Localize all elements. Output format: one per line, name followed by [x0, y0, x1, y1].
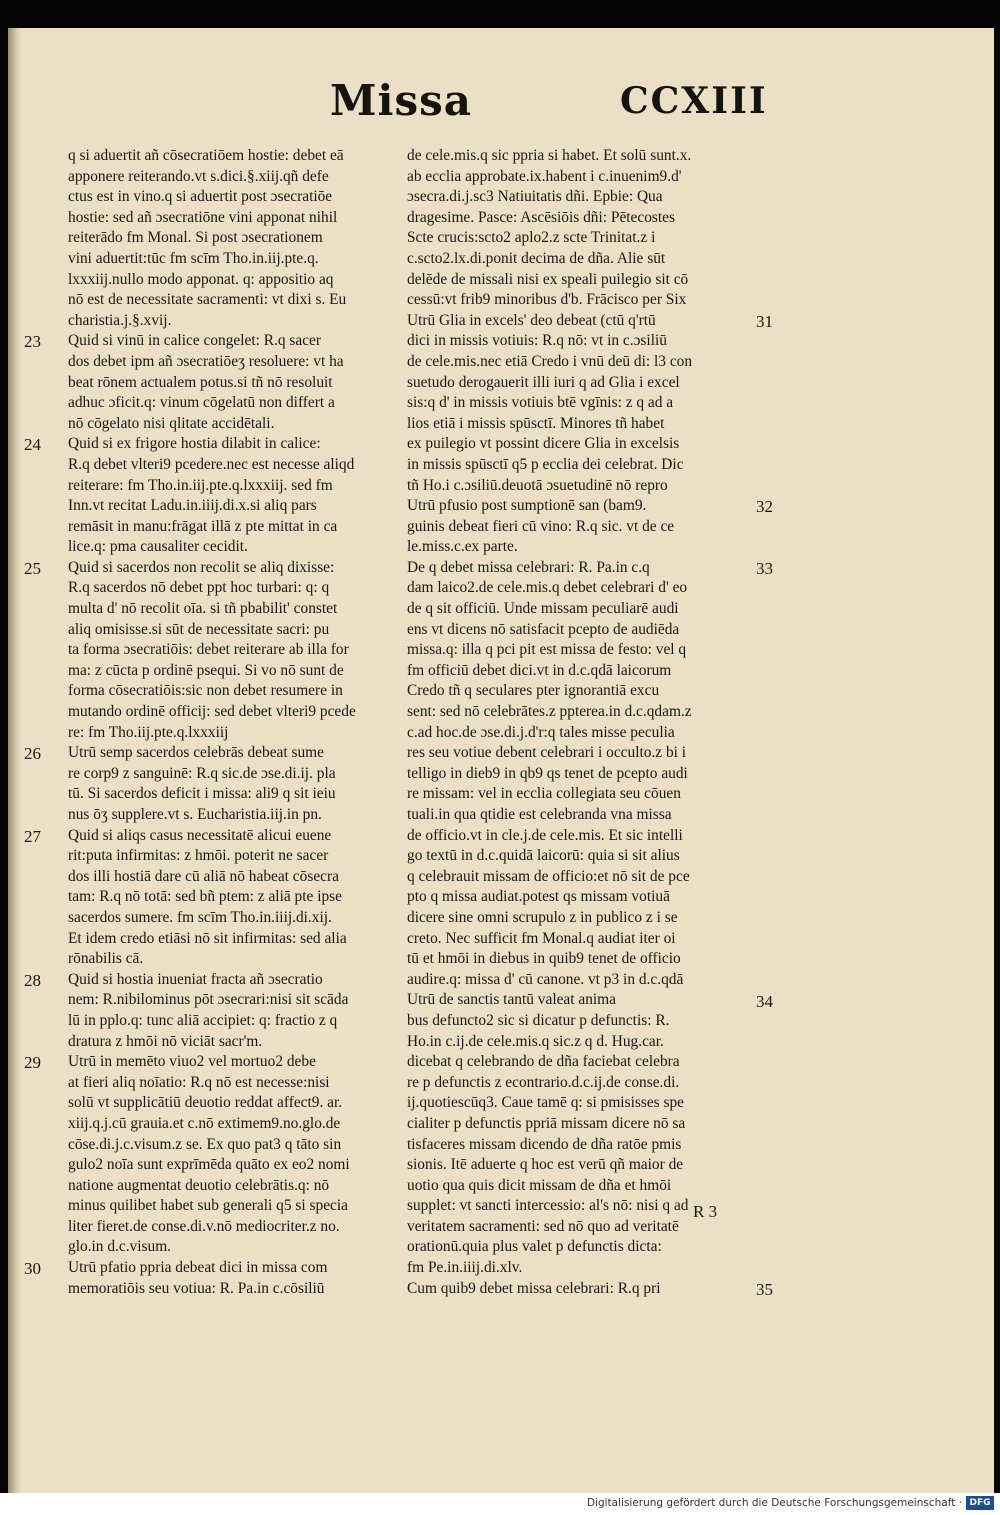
text-line: re missam: vel in ecclia collegiata seu cōuen: [407, 785, 681, 803]
text-line: Inn.vt recitat Ladu.in.iiij.di.x.si aliq pars: [68, 497, 317, 515]
text-line: dam laico2.de cele.mis.q debet celebrari d' eo: [407, 579, 688, 597]
text-line: go textū in d.c.quidā laicorū: quia si sit alius: [407, 847, 680, 865]
text-line: rōnabilis cā.: [68, 950, 144, 968]
text-line: tuali.in qua qtidie est celebranda vna missa: [407, 806, 672, 823]
left-text-column: [68, 146, 404, 1299]
text-line: Credo tñ q seculares pter ignorantiā excu: [407, 682, 660, 700]
text-line: cōse.di.j.c.visum.z se. Ex quo pat3 q tāto sin: [68, 1135, 342, 1153]
text-line: audire.q: missa d' cū canone. vt p3 in d.c.qdā: [407, 970, 684, 988]
text-line: fm officiū debet dici.vt in d.c.qdā laicorum: [407, 661, 672, 679]
margin-number: 34: [756, 991, 773, 1011]
page-binding-shadow: [8, 28, 22, 1494]
text-line: adhuc ɔficit.q: vinum cōgelatū non differt a: [68, 394, 335, 412]
text-line: De q debet missa celebrari: R. Pa.in c.q: [407, 558, 650, 576]
text-line: dici in missis votiuis: R.q nō: vt in c.ɔsiliū: [407, 332, 667, 350]
margin-number: 29: [24, 1053, 41, 1073]
text-line: vini aduertit:tūc fm scīm Tho.in.iij.pte.q.: [68, 249, 319, 267]
text-line: creto. Nec sufficit fm Monal.q audiat iter oi: [407, 929, 676, 947]
text-line: Utrū Glia in excels' deo debeat (ctū q'rtū: [407, 311, 656, 329]
text-line: memoratiōis seu votiua: R. Pa.in c.cōsiliū: [68, 1279, 325, 1297]
text-line: delēde de missali nisi ex speali puilegio sit cō: [407, 270, 689, 288]
text-line: sionis. Itē aduerte q hoc est verū qñ maior de: [407, 1156, 684, 1174]
text-line: re corp9 z sanguinē: R.q sic.de ɔse.di.ij. pla: [68, 764, 336, 782]
text-line: tisfaceres missam dicendo de dña ratōe pmis: [407, 1135, 682, 1153]
text-line: veritatem sacramenti: sed nō quo ad veritatē: [407, 1217, 679, 1235]
text-line: Cum quib9 debet missa celebrari: R.q pri: [407, 1279, 661, 1297]
text-line: c.ad hoc.de ɔse.di.j.d'r:q tales misse peculia: [407, 723, 675, 741]
text-line: lxxxiij.nullo modo apponat. q: appositio aq: [68, 270, 334, 288]
text-line: ɔsecra.di.j.sc3 Natiuitatis dñi. Epbie: Qua: [407, 188, 663, 206]
margin-number: 35: [756, 1280, 773, 1299]
text-line: Quid si hostia inueniat fracta añ ɔsecratio: [68, 970, 323, 988]
signature-mark: R 3: [693, 1202, 718, 1221]
text-line: charistia.j.§.xvij.: [68, 311, 172, 329]
text-line: nus ōʒ supplere.vt s. Eucharistia.iij.in pn.: [68, 806, 322, 823]
text-line: ens vt dicens nō satisfacit pcepto de audiēda: [407, 620, 680, 638]
text-line: reiterādo fm Monal. Si post ɔsecrationem: [68, 229, 323, 247]
text-line: ab ecclia approbate.ix.habent i c.inuenim9.d': [407, 167, 682, 185]
text-line: nō cōgelato nisi qlitate accidētali.: [68, 414, 275, 432]
text-line: Utrū pfusio post sumptionē san (bam9.: [407, 497, 647, 515]
text-line: res seu votiue debent celebrari i occulto.z bi i: [407, 744, 687, 762]
margin-number: 24: [24, 435, 41, 455]
text-line: ij.quotiescūq3. Caue tamē q: si pmisisses spe: [407, 1094, 685, 1112]
text-line: q si aduertit añ cōsecratiōem hostie: debet eā: [68, 147, 344, 164]
text-line: reiterare: fm Tho.in.iij.pte.q.lxxxiij. sed fm: [68, 476, 333, 494]
text-line: liter fieret.de conse.di.v.nō mediocriter.z no.: [68, 1217, 340, 1235]
text-line: cessū:vt frib9 minoribus d'b. Frācisco per Six: [407, 291, 687, 309]
text-line: ex puilegio vt possint dicere Glia in excelsis: [407, 435, 680, 453]
text-line: de officio.vt in cle.j.de cele.mis. Et sic intelli: [407, 826, 683, 844]
text-line: tū et hmōi in diebus in quib9 tenet de officio: [407, 950, 681, 968]
text-line: mutando ordinē officij: sed debet vlteri9 pcede: [68, 703, 356, 721]
text-line: pto q missa audiat.potest qs missam votiuā: [407, 888, 670, 906]
text-line: Scte crucis:scto2 aplo2.z scte Trinitat.z i: [407, 229, 656, 247]
right-text-column: [407, 146, 749, 1299]
margin-number: 32: [756, 497, 773, 517]
text-line: Utrū de sanctis tantū valeat anima: [407, 991, 616, 1009]
text-line: sent: sed nō celebrātes.z ppterea.in d.c.qdam.z: [407, 703, 692, 721]
text-line: gulo2 noīa sunt exprīmēda quāto ex eo2 nomi: [68, 1156, 350, 1174]
text-line: ctus est in vino.q si aduertit post ɔsecratiōe: [68, 188, 333, 206]
text-line: dicebat q celebrando de dña faciebat celebra: [407, 1053, 680, 1071]
text-line: in missis spūsctī q5 p ecclia dei celebrat. Dic: [407, 455, 684, 473]
text-line: Ho.in c.ij.de cele.mis.q sic.z q d. Hug.car.: [407, 1032, 664, 1050]
text-line: beat rōnem actualem potus.si tñ nō resoluit: [68, 373, 333, 391]
funding-notice: Digitalisierung gefördert durch die Deutsche Forschungsgemeinschaft ·: [586, 1497, 962, 1509]
margin-number: 33: [756, 559, 773, 578]
text-line: le.miss.c.ex parte.: [407, 538, 518, 556]
text-line: at fieri aliq noīatio: R.q nō est necesse:nisi: [68, 1073, 330, 1091]
text-line: lios etiā i missis spūsctī. Minores tñ habet: [407, 414, 665, 432]
text-line: solū vt supplicātiū deuotio reddat affect9. ar.: [68, 1094, 343, 1112]
text-line: uotio qua quis dicit missam de dña et hmōi: [407, 1176, 672, 1194]
text-line: tū. Si sacerdos deficit i missa: ali9 q sit ieiu: [68, 785, 336, 803]
text-line: apponere reiterando.vt s.dici.§.xiij.qñ defe: [68, 167, 329, 185]
text-line: suetudo derogauerit illi iuri q ad Glia i excel: [407, 373, 680, 391]
text-line: rit:puta infirmitas: z hmōi. poterit ne sacer: [68, 847, 329, 865]
text-line: de q sit officiū. Unde missam peculiarē audi: [407, 600, 679, 618]
text-line: Utrū semp sacerdos celebrās debeat sume: [68, 744, 324, 762]
text-line: bus defuncto2 sic si dicatur p defunctis: R.: [407, 1011, 670, 1029]
margin-number: 23: [24, 332, 41, 352]
margin-number: 25: [24, 559, 41, 578]
text-line: dratura z hmōi nō viciāt sacr'm.: [68, 1032, 263, 1050]
text-line: de cele.mis.q sic ppria si habet. Et solū sunt.x.: [407, 147, 692, 164]
text-line: aliq omisisse.si sūt de necessitate sacri: pu: [68, 620, 330, 638]
text-line: nem: R.nibilominus pōt ɔsecrari:nisi sit scāda: [68, 991, 349, 1009]
text-line: tñ Ho.i c.ɔsiliū.deuotā ɔsuetudinē nō repro: [407, 476, 668, 494]
margin-number: 26: [24, 744, 41, 764]
text-line: remāsit in manu:frāgat illā z pte mittat in ca: [68, 517, 338, 535]
text-line: supplet: vt sancti intercessio: al's nō: nisi q ad: [407, 1197, 689, 1215]
running-title: Missa: [330, 76, 472, 125]
text-line: Utrū in memēto viuo2 vel mortuo2 debe: [68, 1053, 316, 1071]
margin-number: 31: [756, 311, 773, 331]
folio-number: CCXIII: [620, 80, 768, 122]
text-line: nō est de necessitate sacramenti: vt dixi s. Eu: [68, 291, 347, 309]
text-line: lū in pplo.q: tunc aliā accipiet: q: fractio z q: [68, 1011, 338, 1029]
text-line: xiij.q.j.cū grauia.et c.nō extimem9.no.glo.de: [68, 1114, 341, 1132]
text-line: ma: z cūcta p ordinē psequi. Si vo nō sunt de: [68, 661, 344, 679]
text-line: minus quilibet habet sub generali q5 si specia: [68, 1197, 348, 1215]
text-line: Et idem credo etiāsi nō sit infirmitas: sed alia: [68, 929, 347, 947]
text-line: dicere sine omni scrupulo z in publico z i se: [407, 908, 678, 926]
text-line: dos illi hostiā dare cū aliā nō habeat cōsecra: [68, 867, 339, 885]
text-line: hostie: sed añ ɔsecratiōne vini apponat nihil: [68, 208, 338, 226]
text-line: R.q debet vlteri9 pcedere.nec est necesse aliqd: [68, 455, 355, 473]
margin-number: 27: [24, 826, 41, 846]
text-line: orationū.quia plus valet p defunctis dicta:: [407, 1238, 662, 1256]
text-line: ta forma ɔsecratiōis: debet reiterare ab illa for: [68, 641, 349, 659]
text-line: missa.q: illa q pci pit est missa de festo: vel q: [407, 641, 687, 659]
text-line: Utrū pfatio ppria debeat dici in missa com: [68, 1259, 328, 1277]
text-line: telligo in dieb9 in qb9 qs tenet de pcepto audi: [407, 764, 688, 782]
text-line: Quid si aliqs casus necessitatē alicui euene: [68, 826, 332, 844]
text-line: re p defunctis z econtrario.d.c.ij.de conse.di.: [407, 1073, 680, 1091]
text-line: Quid si ex frigore hostia dilabit in calice:: [68, 435, 321, 453]
margin-number: 30: [24, 1259, 41, 1279]
text-line: re: fm Tho.iij.pte.q.lxxxiij: [68, 723, 229, 741]
text-line: guinis debeat fieri cū vino: R.q sic. vt de ce: [407, 517, 675, 535]
text-line: fm Pe.in.iiij.di.xlv.: [407, 1259, 523, 1277]
book-page: [8, 28, 994, 1494]
text-line: lice.q: pma causaliter cecidit.: [68, 538, 248, 556]
text-line: tam: R.q nō totā: sed bñ ptem: z aliā pte ipse: [68, 888, 342, 906]
text-line: de cele.mis.nec etiā Credo i vnū deū di: l3 con: [407, 352, 693, 370]
text-line: natione augmentat deuotio celebrātis.q: nō: [68, 1176, 330, 1194]
dfg-logo: DFG: [966, 1496, 994, 1510]
text-line: forma cōsecratiōis:sic non debet resumere in: [68, 682, 343, 700]
text-line: Quid si vinū in calice congelet: R.q sacer: [68, 332, 322, 350]
text-line: R.q sacerdos nō debet ppt hoc turbari: q: q: [68, 579, 330, 597]
text-line: glo.in d.c.visum.: [68, 1238, 172, 1256]
text-line: Quid si sacerdos non recolit se aliq dixisse:: [68, 558, 335, 576]
footer-bar: [0, 1493, 1000, 1515]
text-line: c.scto2.lx.di.ponit decima de dña. Alie sūt: [407, 249, 666, 267]
text-line: q celebrauit missam de officio:et nō sit de pce: [407, 867, 690, 885]
text-line: dragesime. Pasce: Ascēsiōis dñi: Pētecostes: [407, 208, 675, 226]
text-line: dos debet ipm añ ɔsecratiōeʒ resoluere: vt ha: [68, 352, 344, 370]
text-line: sis:q d' in missis votiuis btē vgīnis: z q ad a: [407, 394, 674, 412]
margin-number: 28: [24, 971, 41, 990]
text-line: sacerdos sumere. fm scīm Tho.in.iiij.di.xij.: [68, 908, 332, 926]
text-line: cialiter p defunctis ppriā missam dicere nō sa: [407, 1114, 686, 1132]
text-line: multa d' nō recolit oīa. si tñ pbabilit' constet: [68, 600, 338, 618]
